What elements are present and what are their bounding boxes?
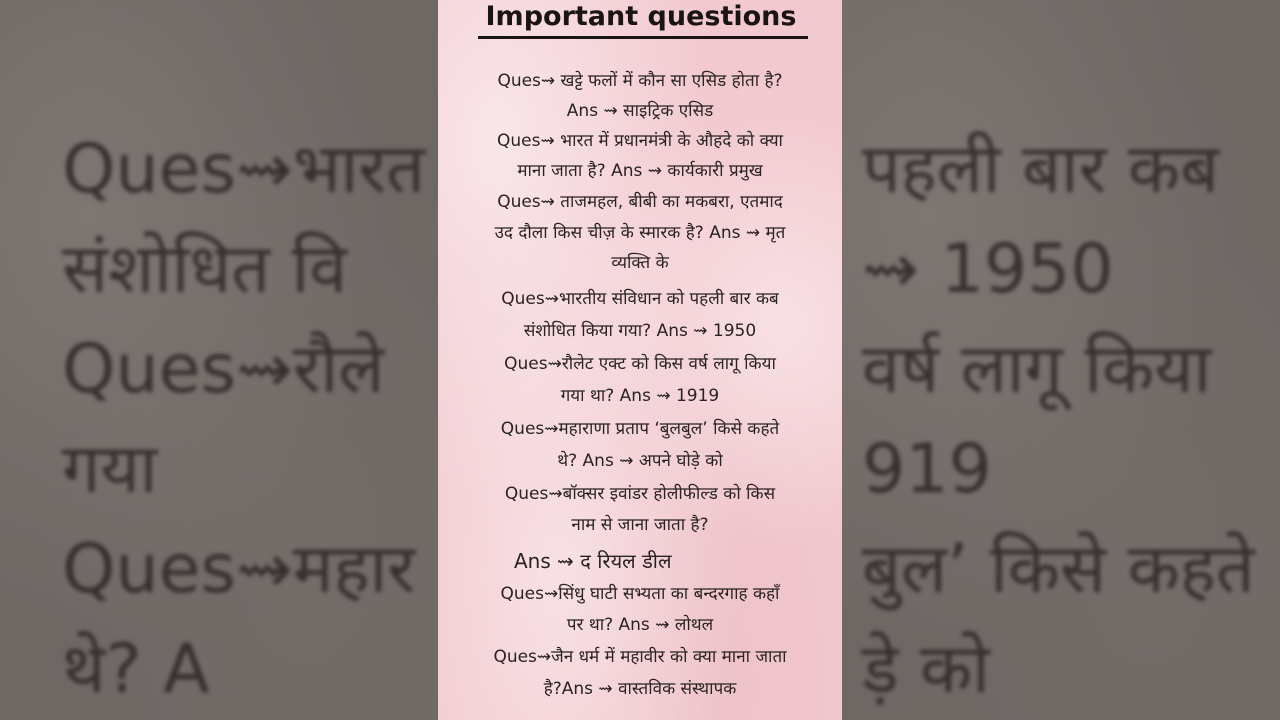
page-title: Important questions xyxy=(485,1,797,32)
answer-line: उद दौला किस चीज़ के स्मारक है? Ans ⇝ मृत xyxy=(494,223,786,243)
question-line: Ques⇝रौलेट एक्ट को किस वर्ष लागू किया xyxy=(504,354,776,374)
question-line: Ques⇝भारतीय संविधान को पहली बार कब xyxy=(501,289,779,309)
background-line: Ques⇝भारत xyxy=(62,130,425,209)
question-line: Ques⇝ भारत में प्रधानमंत्री के औहदे को क्या xyxy=(497,131,783,151)
background-text-right xyxy=(862,120,1280,720)
question-line: Ques⇝सिंधु घाटी सभ्यता का बन्दरगाह कहाँ xyxy=(500,584,780,604)
question-line: Ques⇝महाराणा प्रताप ‘बुलबुल’ किसे कहते xyxy=(500,419,780,439)
answer-line: Ans ⇝ साइट्रिक एसिड xyxy=(566,101,714,121)
answer-line: पर था? Ans ⇝ लोथल xyxy=(566,615,714,635)
blurred-background-left xyxy=(0,0,438,720)
background-line: वर्ष लागू किया xyxy=(862,330,1212,409)
background-text-left xyxy=(62,120,438,720)
blurred-background-right xyxy=(842,0,1280,720)
background-line: Ques⇝महार xyxy=(62,530,416,609)
questions-card xyxy=(438,0,842,720)
background-line: ड़े को xyxy=(862,630,990,709)
background-line: गया xyxy=(62,430,158,509)
answer-line: व्यक्ति के xyxy=(611,253,669,273)
question-line: Ques⇝ ताजमहल, बीबी का मकबरा, एतमाद xyxy=(497,192,783,212)
question-line: Ques⇝जैन धर्म में महावीर को क्या माना जाता xyxy=(493,647,787,667)
background-line: Ques⇝रौले xyxy=(62,330,385,409)
title-underline xyxy=(478,36,808,39)
answer-line: गया था? Ans ⇝ 1919 xyxy=(560,386,720,406)
question-line: नाम से जाना जाता है? xyxy=(571,515,709,535)
background-line: पहली बार कब xyxy=(862,130,1219,209)
answer-line: Ans ⇝ द रियल डील xyxy=(514,549,672,573)
question-line: Ques⇝ खट्टे फलों में कौन सा एसिड होता है? xyxy=(497,71,783,91)
background-line: थे? A xyxy=(62,630,210,709)
answer-line: संशोधित किया गया? Ans ⇝ 1950 xyxy=(523,321,757,341)
background-line: बुल’ किसे कहते xyxy=(862,530,1255,609)
background-line: ⇝ 1950 xyxy=(862,230,1114,309)
answer-line: थे? Ans ⇝ अपने घोड़े को xyxy=(557,451,723,471)
answer-line: है?Ans ⇝ वास्तविक संस्थापक xyxy=(543,679,737,699)
background-line: संशोधित वि xyxy=(62,230,348,309)
question-line: Ques⇝बॉक्सर इवांडर होलीफील्ड को किस xyxy=(504,484,776,504)
background-line: 919 xyxy=(862,430,992,509)
answer-line: माना जाता है? Ans ⇝ कार्यकारी प्रमुख xyxy=(517,161,763,181)
